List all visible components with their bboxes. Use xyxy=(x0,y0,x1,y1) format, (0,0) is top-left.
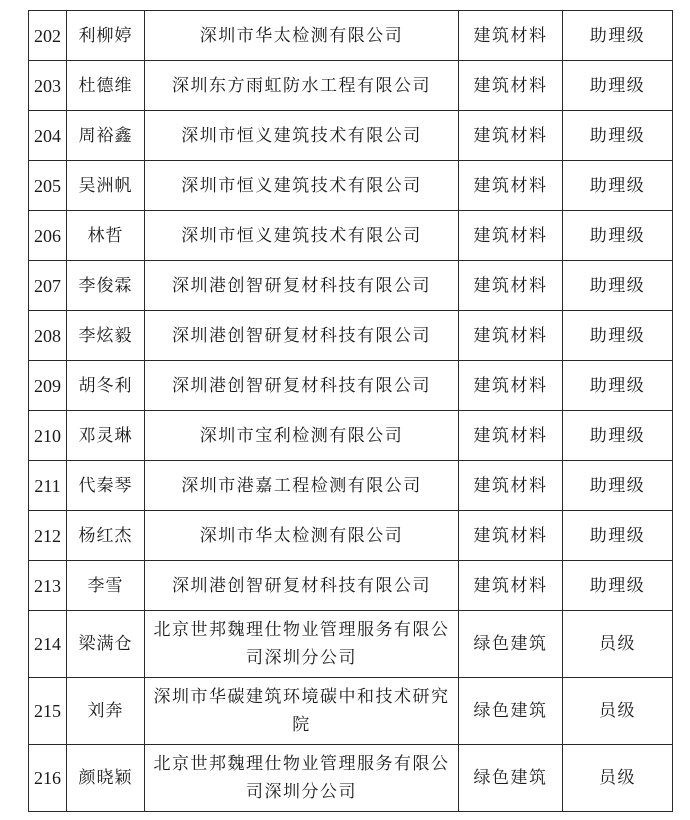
specialty: 建筑材料 xyxy=(459,261,563,311)
company-name: 深圳东方雨虹防水工程有限公司 xyxy=(145,61,459,111)
qualification-level: 助理级 xyxy=(563,561,673,611)
company-name: 深圳港创智研复材科技有限公司 xyxy=(145,261,459,311)
person-name: 杜德维 xyxy=(67,61,145,111)
company-name: 深圳市恒义建筑技术有限公司 xyxy=(145,161,459,211)
specialty: 绿色建筑 xyxy=(459,678,563,745)
table-row xyxy=(29,611,673,678)
specialty: 建筑材料 xyxy=(459,11,563,61)
specialty: 建筑材料 xyxy=(459,61,563,111)
row-number: 209 xyxy=(29,361,67,411)
table-row xyxy=(29,745,673,812)
qualification-level: 员级 xyxy=(563,745,673,812)
qualification-level: 助理级 xyxy=(563,411,673,461)
qualification-level: 助理级 xyxy=(563,361,673,411)
company-name: 深圳市恒义建筑技术有限公司 xyxy=(145,211,459,261)
row-number: 207 xyxy=(29,261,67,311)
company-name: 深圳港创智研复材科技有限公司 xyxy=(145,361,459,411)
table-row xyxy=(29,11,673,61)
person-name: 刘奔 xyxy=(67,678,145,745)
row-number: 214 xyxy=(29,611,67,678)
table-row xyxy=(29,211,673,261)
person-name: 李雪 xyxy=(67,561,145,611)
row-number: 202 xyxy=(29,11,67,61)
person-name: 杨红杰 xyxy=(67,511,145,561)
table-row xyxy=(29,411,673,461)
qualification-level: 员级 xyxy=(563,678,673,745)
company-name: 深圳市宝利检测有限公司 xyxy=(145,411,459,461)
person-name: 利柳婷 xyxy=(67,11,145,61)
specialty: 建筑材料 xyxy=(459,211,563,261)
qualification-level: 员级 xyxy=(563,611,673,678)
table-row xyxy=(29,61,673,111)
company-name: 深圳市港嘉工程检测有限公司 xyxy=(145,461,459,511)
person-name: 李俊霖 xyxy=(67,261,145,311)
company-name: 北京世邦魏理仕物业管理服务有限公司深圳分公司 xyxy=(145,745,459,812)
personnel-table xyxy=(28,10,673,812)
company-name: 深圳港创智研复材科技有限公司 xyxy=(145,311,459,361)
person-name: 林哲 xyxy=(67,211,145,261)
specialty: 绿色建筑 xyxy=(459,745,563,812)
person-name: 梁满仓 xyxy=(67,611,145,678)
row-number: 216 xyxy=(29,745,67,812)
person-name: 吴洲帆 xyxy=(67,161,145,211)
company-name: 北京世邦魏理仕物业管理服务有限公司深圳分公司 xyxy=(145,611,459,678)
qualification-level: 助理级 xyxy=(563,311,673,361)
company-name: 深圳市恒义建筑技术有限公司 xyxy=(145,111,459,161)
qualification-level: 助理级 xyxy=(563,261,673,311)
table-row xyxy=(29,161,673,211)
row-number: 210 xyxy=(29,411,67,461)
qualification-level: 助理级 xyxy=(563,161,673,211)
company-name: 深圳市华碳建筑环境碳中和技术研究院 xyxy=(145,678,459,745)
row-number: 206 xyxy=(29,211,67,261)
row-number: 208 xyxy=(29,311,67,361)
specialty: 建筑材料 xyxy=(459,461,563,511)
person-name: 李炫毅 xyxy=(67,311,145,361)
qualification-level: 助理级 xyxy=(563,111,673,161)
person-name: 颜晓颖 xyxy=(67,745,145,812)
qualification-level: 助理级 xyxy=(563,11,673,61)
table-row xyxy=(29,111,673,161)
specialty: 建筑材料 xyxy=(459,161,563,211)
person-name: 邓灵琳 xyxy=(67,411,145,461)
row-number: 212 xyxy=(29,511,67,561)
qualification-level: 助理级 xyxy=(563,461,673,511)
table-row xyxy=(29,311,673,361)
person-name: 代秦琴 xyxy=(67,461,145,511)
row-number: 213 xyxy=(29,561,67,611)
specialty: 建筑材料 xyxy=(459,361,563,411)
company-name: 深圳港创智研复材科技有限公司 xyxy=(145,561,459,611)
company-name: 深圳市华太检测有限公司 xyxy=(145,11,459,61)
row-number: 203 xyxy=(29,61,67,111)
specialty: 建筑材料 xyxy=(459,411,563,461)
table-row xyxy=(29,511,673,561)
row-number: 205 xyxy=(29,161,67,211)
row-number: 215 xyxy=(29,678,67,745)
specialty: 建筑材料 xyxy=(459,311,563,361)
row-number: 204 xyxy=(29,111,67,161)
specialty: 建筑材料 xyxy=(459,561,563,611)
table-row xyxy=(29,361,673,411)
table-row xyxy=(29,461,673,511)
table-row xyxy=(29,678,673,745)
row-number: 211 xyxy=(29,461,67,511)
specialty: 建筑材料 xyxy=(459,511,563,561)
table-row xyxy=(29,561,673,611)
person-name: 胡冬利 xyxy=(67,361,145,411)
qualification-level: 助理级 xyxy=(563,61,673,111)
person-name: 周裕鑫 xyxy=(67,111,145,161)
specialty: 绿色建筑 xyxy=(459,611,563,678)
qualification-level: 助理级 xyxy=(563,211,673,261)
specialty: 建筑材料 xyxy=(459,111,563,161)
table-row xyxy=(29,261,673,311)
company-name: 深圳市华太检测有限公司 xyxy=(145,511,459,561)
qualification-level: 助理级 xyxy=(563,511,673,561)
